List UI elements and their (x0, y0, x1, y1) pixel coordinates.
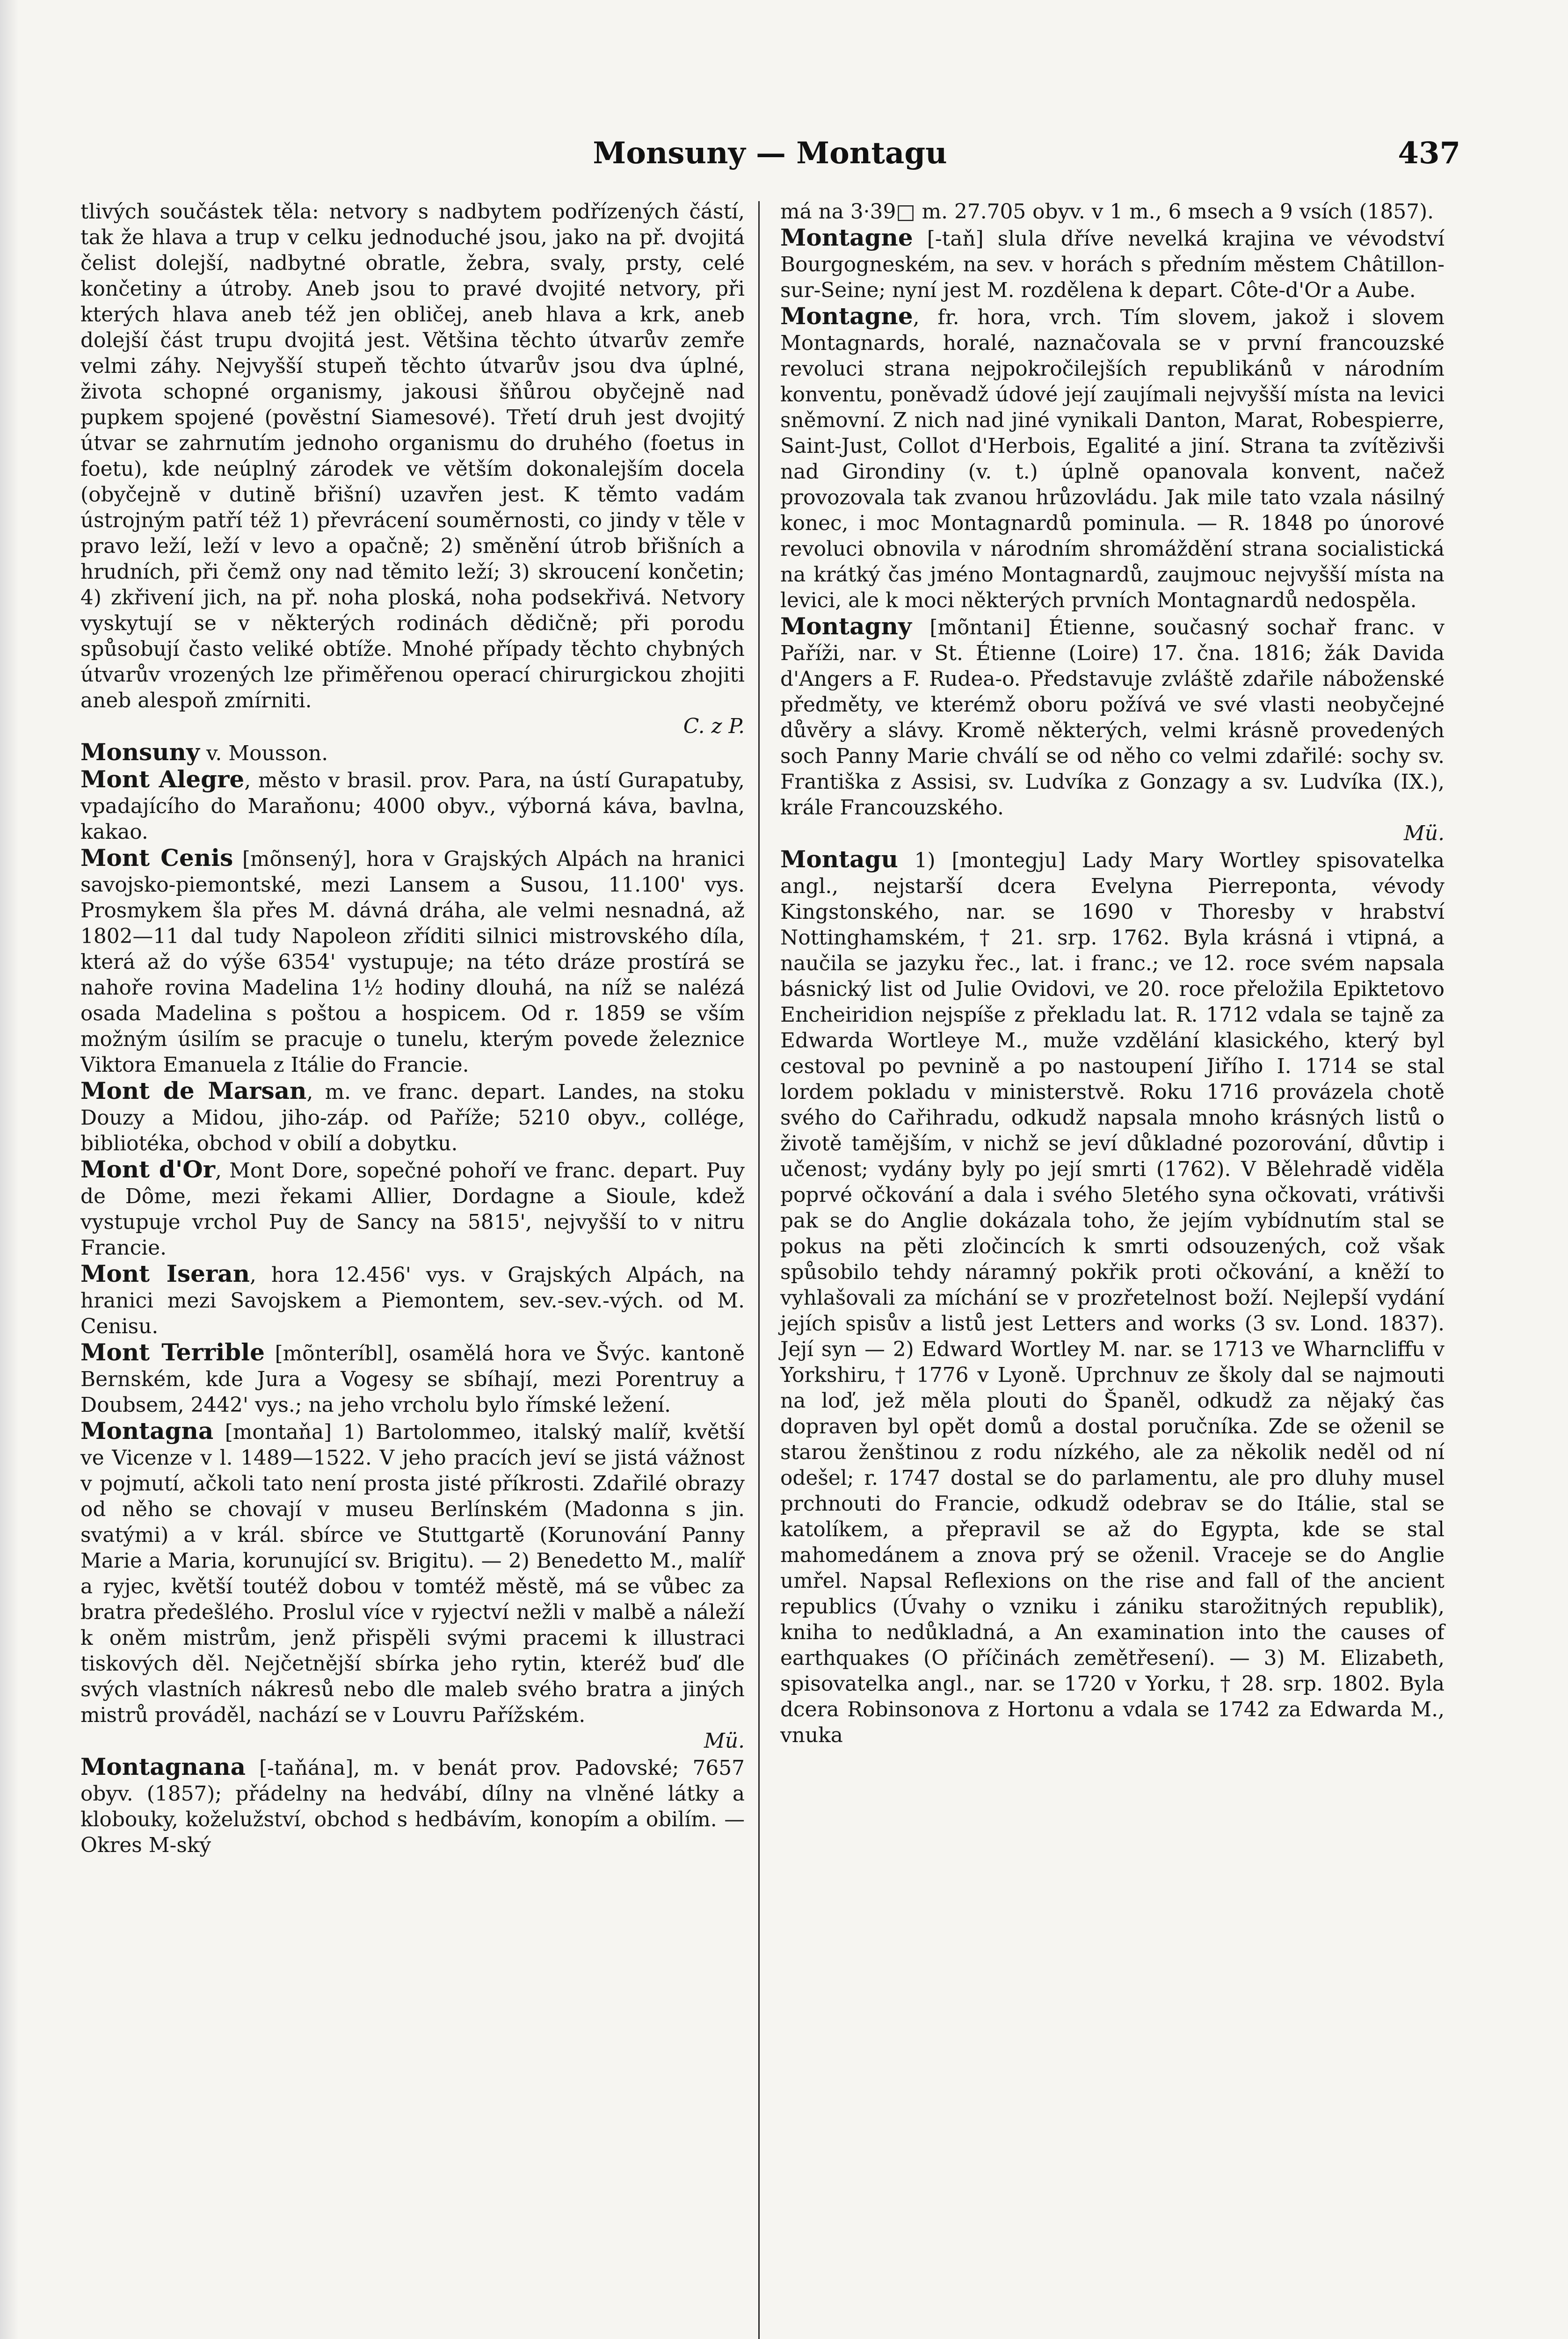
entry-headword: Mont d'Or (80, 1155, 216, 1183)
entry-mont-alegre (80, 766, 745, 845)
entry-headword: Montagna (80, 1417, 214, 1445)
entry-mont-dor (80, 1156, 745, 1261)
entry-mont-terrible (80, 1339, 745, 1418)
continued-text (80, 199, 745, 739)
entry-body: [mõntani] Étienne, současný sochař franc. v Paříži, nar. v St. Étienne (Loire) 17. čna. 1816; žák Davida d'Angers a F. Rudea-o. Představuje zvláště zdařile náboženské předměty, ve kterémž oboru požívá ve své vlasti neobyčejné důvěry a slávy. Kromě některých, velmi krásně provedených soch Panny Marie chválí se od něho co velmi zdařilé: sochy sv. Františka z Assisi, sv. Ludvíka z Gonzagy a sv. Ludvíka (IX.), krále Francouzského. (780, 616, 1445, 820)
entry-body: v. Mousson. (199, 741, 328, 765)
entry-mont-cenis (80, 845, 745, 1078)
entry-montagny (780, 613, 1445, 846)
entry-mont-de-marsan (80, 1078, 745, 1156)
running-head: Monsuny — Montagu (593, 136, 947, 171)
entry-headword: Mont Alegre (80, 765, 245, 793)
entry-headword: Montagny (780, 612, 912, 640)
entry-headword: Mont Terrible (80, 1338, 265, 1366)
page-edge-shadow (0, 0, 19, 2339)
entry-body: [montaňa] 1) Bartolommeo, italský malíř, květší ve Vicenze v l. 1489—1522. V jeho pracích jeví se jistá vážnost v pojmutí, ačkoli tato není prosta jisté příkrosti. Zdařilé obrazy od něho se chovají v museu Berlínském (Madonna s jin. svatými) a v král. sbírce ve Stuttgartě (Korunování Panny Marie a Maria, korunující sv. Brigitu). — 2) Benedetto M., malíř a ryjec, květší toutéž dobou v tomtéž městě, má se vůbec za bratra předešlého. Proslul více v ryjectví nežli v malbě a náleží k oněm mistrům, jenž přispěli svými pracemi k illustraci tiskových děl. Nejčetnější sbírka jeho rytin, kteréž buď dle svých vlastních nákresů nebo dle maleb svého bratra a jiných mistrů prováděl, nachází se v Louvru Pařížském. (80, 1420, 745, 1727)
author-signature: Mü. (1404, 821, 1445, 845)
entry-headword: Monsuny (80, 738, 200, 766)
entry-montagnana (80, 1754, 745, 1858)
entry-body: , m. ve franc. depart. Landes, na stoku Douzy a Midou, jiho-záp. od Paříže; 5210 obyv., collége, bibliotéka, obchod v obilí a dobytku. (80, 1080, 745, 1155)
entry-mont-iseran (80, 1261, 745, 1339)
entry-body: [mõnsený], hora v Grajských Alpách na hranici savojsko-piemontské, mezi Lansem a Susou, 11.100' vys. Prosmykem šla přes M. dávná dráha, ale velmi nesnadná, až 1802—11 dal tudy Napoleon zříditi silnici mistrovského díla, která až do výše 6354' vystupuje; na této dráze prostírá se nahoře rovina Madelina 1½ hodiny dlouhá, na níž se nalézá osada Madelina s poštou a hospicem. Od r. 1859 se vším možným úsilím se pracuje o tunelu, kterým povede železnice Viktora Emanuela z Itálie do Francie. (80, 847, 745, 1077)
entry-montagne-party (780, 303, 1445, 613)
continued-text (780, 199, 1445, 225)
entry-body: tlivých součástek těla: netvory s nadbytem podřízených částí, tak že hlava a trup v celku jednoduché jsou, jako na př. dvojitá čelist dolejší, nadbytné obratle, žebra, svaly, prsty, celé končetiny a útroby. Aneb jsou to pravé dvojité netvory, při kterých hlava aneb též jen obličej, aneb hlava a krk, aneb dolejší část trupu dvojitá jest. Většina těchto útvarův zemře velmi záhy. Nejvyšší stupeň těchto útvarův jsou dva úplné, života schopné organismy, jakousi šňůrou obyčejně nad pupkem spojené (pověstní Siamesové). Třetí druh jest dvojitý útvar se zahrnutím jednoho organismu do druhého (foetus in foetu), kde neúplný zárodek ve větším dokonalejším docela (obyčejně v dutině břišní) uzavřen jest. K těmto vadám ústrojným patří též 1) převrácení souměrnosti, co jindy v těle v pravo leží, leží v levo a opačně; 2) směnění útrob břišních a hrudních, při čemž ony nad těmito leží; 3) skroucení končetin; 4) zkřivení jich, na př. noha ploská, noha podsekřivá. Netvory vyskytují se v některých rodinách dědičně; při porodu spůsobují často veliké obtíže. Mnohé případy těchto chybných útvarův vrozených lze přiměřenou operací chirurgickou zhojiti aneb alespoň zmírniti. (80, 200, 745, 712)
author-signature: C. z P. (683, 714, 745, 738)
entry-headword: Montagu (780, 845, 898, 873)
entry-headword: Montagne (780, 224, 913, 251)
entry-montagna (80, 1418, 745, 1754)
entry-body: [mõnteríbl], osamělá hora ve Švýc. kantoně Bernském, kde Jura a Vogesy se sbíhají, mezi Porentruy a Doubsem, 2442' vys.; na jeho vrcholu bylo římské ležení. (80, 1342, 745, 1417)
entry-headword: Mont de Marsan (80, 1077, 307, 1104)
entry-body: , hora 12.456' vys. v Grajských Alpách, na hranici mezi Savojskem a Piemontem, sev.-sev.-vých. od M. Cenisu. (80, 1263, 745, 1338)
entry-body: [-taň] slula dříve nevelká krajina ve vévodství Bourgogneském, na sev. v horách s předním městem Châtillon-sur-Seine; nyní jest M. rozdělena k depart. Côte-d'Or a Aube. (780, 227, 1445, 302)
left-column (80, 199, 745, 1858)
author-signature: Mü. (704, 1729, 745, 1753)
entry-body: , fr. hora, vrch. Tím slovem, jakož i slovem Montagnards, horalé, naznačovala se v první francouzské revoluci strana nejpokročilejších republikánů v národním konventu, poněvadž údové její zaujímali nejvyšší místa na levici sněmovní. Z nich nad jiné vynikali Danton, Marat, Robespierre, Saint-Just, Collot d'Herbois, Egalité a jiní. Strana ta zvítězivši nad Girondiny (v. t.) úplně opanovala konvent, načež provozovala tak zvanou hrůzovládu. Jak mile tato vzala násilný konec, i moc Montagnardů pominula. — R. 1848 po únorové revoluci obnovila v národním shromáždění strana socialistická na krátký čas jméno Montagnardů, zaujmouc nejvyšší místa na levici, ale k moci některých prvních Montagnardů nedospěla. (780, 305, 1445, 612)
entry-monsuny (80, 739, 745, 766)
entry-headword: Mont Iseran (80, 1260, 250, 1287)
entry-body: má na 3·39□ m. 27.705 obyv. v 1 m., 6 msech a 9 vsích (1857). (780, 200, 1434, 224)
entry-headword: Montagnana (80, 1753, 246, 1780)
page-header (80, 136, 1460, 182)
entry-body: , Mont Dore, sopečné pohoří ve franc. depart. Puy de Dôme, mezi řekami Allier, Dordagne a Sioule, kdež vystupuje vrchol Puy de Sancy na 5815', nejvyšší to v nitru Francie. (80, 1159, 745, 1260)
entry-montagne-region (780, 225, 1445, 303)
column-rule (758, 201, 760, 2339)
entry-body: [-taňána], m. v benát prov. Padovské; 7657 obyv. (1857); přádelny na hedvábí, dílny na vlněné látky a klobouky, koželužství, obchod s hedbávím, konopím a obilím. — Okres M-ský (80, 1756, 745, 1857)
entry-body: 1) [montegju] Lady Mary Wortley spisovatelka angl., nejstarší dcera Evelyna Pierreponta, vévody Kingstonského, nar. se 1690 v Thoresby v hrabství Nottinghamském, † 21. srp. 1762. Byla krásná i vtipná, a naučila se jazyku řec., lat. i franc.; ve 12. roce svém napsala básnický list od Julie Ovidovi, ve 20. roce přeložila Epiktetovo Encheiridion nejspíše z překladu lat. R. 1712 vdala se tajně za Edwarda Wortleye M., muže vzdělání klasického, který byl cestoval po pevnině a po nastoupení Jiřího I. 1714 se stal lordem pokladu v ministerstvě. Roku 1716 provázela chotě svého do Cařihradu, odkudž napsala mnoho krásných listů o životě tamějším, v nichž se jeví důkladné pozorování, důvtip i učenost; vydány byly po její smrti (1762). V Bělehradě viděla poprvé očkování a dala i svého 5letého syna očkovati, vrátivši pak se do Anglie dokázala toho, že jejím vybídnutím stal se pokus na pěti zločincích k smrti odsouzených, což však spůsobilo tehdy náramný pokřik proti očkování, a kněží to vyhlašovali za míchání se v prozřetelnost boží. Nejlepší vydání jejích spisův a listů jest Letters and works (3 sv. Lond. 1837). Její syn — 2) Edward Wortley M. nar. se 1713 ve Wharncliffu v Yorkshiru, † 1776 v Lyoně. Uprchnuv ze školy dal se najmouti na loď, jež měla plouti do Španěl, odkudž za nějaký čas dopraven byl opět domů a dostal poručníka. Zde se oženil se starou ženštinou z rodu nízkého, ale za několik neděl od ní odešel; r. 1747 dostal se do parlamentu, ale pro dluhy musel prchnouti do Francie, odkudž odebrav se do Itálie, stal se katolíkem, a přepravil se až do Egypta, kde se stal mahomedánem a znova prý se oženil. Vraceje se do Anglie umřel. Napsal Reflexions on the rise and fall of the ancient republics (Úvahy o vzniku i zániku starožitných republik), kniha to nedůkladná, a An examination into the causes of earthquakes (O příčinách zemětřesení). — 3) M. Elizabeth, spisovatelka angl., nar. se 1720 v Yorku, † 28. srp. 1802. Byla dcera Robinsonova z Hortonu a vdala se 1742 za Edwarda M., vnuka (780, 849, 1445, 1747)
right-column (780, 199, 1445, 1748)
entry-headword: Montagne (780, 302, 913, 330)
entry-body: , město v brasil. prov. Para, na ústí Gurapatuby, vpadajícího do Maraňonu; 4000 obyv., výborná káva, bavlna, kakao. (80, 769, 745, 844)
page-number: 437 (1398, 136, 1460, 171)
entry-headword: Mont Cenis (80, 844, 233, 872)
entry-montagu (780, 846, 1445, 1748)
